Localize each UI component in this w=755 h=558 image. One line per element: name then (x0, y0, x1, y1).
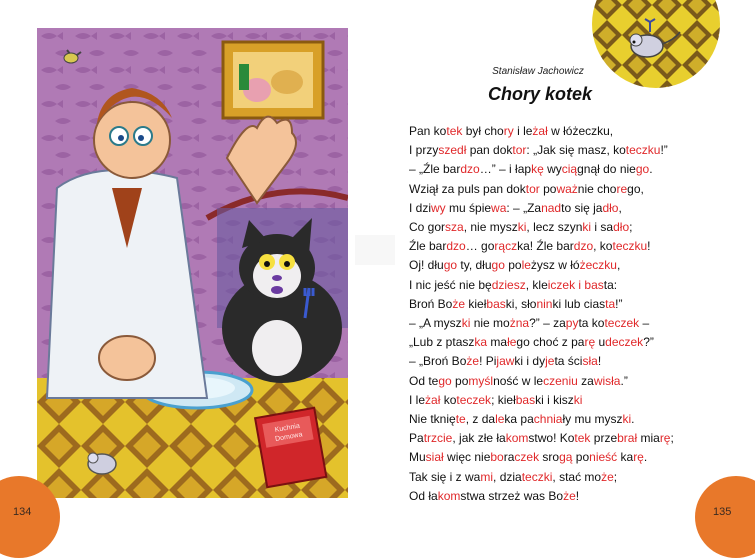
highlighted-syllable: ki (517, 220, 527, 235)
poem-line (409, 276, 729, 295)
highlighted-syllable: chnia (533, 412, 563, 427)
highlighted-syllable: żna (509, 316, 530, 331)
poem-text-segment: ! Pi (479, 354, 497, 369)
poem-text-segment: Broń Bo (409, 296, 453, 311)
poem-text-segment: Mu (409, 450, 426, 465)
poem-text-segment: za (577, 373, 594, 388)
poem-text-segment: .” (620, 373, 628, 388)
highlighted-syllable: sła (582, 354, 598, 369)
highlighted-syllable: wy (431, 200, 446, 215)
highlighted-syllable: iczek i bas (547, 277, 604, 292)
poem-line (409, 314, 729, 333)
highlighted-syllable: tek (574, 431, 591, 446)
poem-text-segment: ; (629, 220, 633, 235)
highlighted-syllable: nin (536, 296, 553, 311)
poem-text-segment: Od te (409, 373, 439, 388)
poem-text-segment: ka (617, 450, 634, 465)
poem-text-segment: po (539, 181, 557, 196)
highlighted-syllable: że (452, 296, 466, 311)
poem-text-segment: ! (597, 354, 602, 369)
highlighted-syllable: sza (445, 220, 464, 235)
poem-text-segment: , kle (525, 277, 548, 292)
poem-line (409, 141, 729, 160)
highlighted-syllable: rącz (494, 239, 518, 254)
highlighted-syllable: gą (559, 450, 573, 465)
poem-text-segment: ma (487, 335, 508, 350)
poem-text-segment: po (451, 373, 469, 388)
poem-text-segment: , stać mo (552, 469, 602, 484)
poem-line (409, 448, 729, 467)
page-number-right: 135 (713, 506, 732, 518)
poem-text-segment: , lecz szyn (526, 220, 583, 235)
illustration-sick-kitten (37, 28, 348, 498)
poem-text-segment: Wziął za puls pan dok (409, 181, 526, 196)
highlighted-syllable: dło (602, 200, 619, 215)
highlighted-syllable: le (521, 258, 531, 273)
poem-text-segment: po (504, 258, 522, 273)
highlighted-syllable: że (466, 354, 480, 369)
poem-text-segment: , (616, 258, 621, 273)
poem-text-segment: ! (647, 239, 651, 254)
poem-line (409, 487, 729, 506)
poem-text-segment: , dzia (493, 469, 522, 484)
poem-text-segment: – „A mysz (409, 316, 462, 331)
poem-text-segment: prze (590, 431, 618, 446)
corner-vignette-svg (592, 0, 720, 88)
poem-text-segment: Źle bar (409, 239, 447, 254)
poem-line (409, 122, 729, 141)
poem-text-segment: w łóżeczku, (547, 124, 614, 138)
poem-text-segment: ; (670, 431, 674, 446)
poem-line (409, 199, 729, 218)
poem-text-segment: – „Źle bar (409, 162, 461, 177)
highlighted-syllable: py (565, 316, 579, 331)
poem-text-segment: stwa strzeż was Bo (460, 488, 564, 503)
poem-text-segment: , z da (465, 412, 496, 427)
poem-text-segment: . (649, 162, 653, 177)
poem-text-segment: ; (613, 469, 618, 484)
poem-line (409, 410, 729, 429)
poem-text-segment: więc nie (443, 450, 491, 465)
poem-text-segment: to się ja (561, 200, 603, 215)
highlighted-syllable: go (443, 258, 458, 273)
highlighted-syllable: kę (531, 162, 544, 177)
poem-text-segment: ko (440, 392, 457, 407)
poem-text-segment: I le (409, 392, 426, 407)
highlighted-syllable: teczek (604, 316, 640, 331)
poem-text-segment: ki, sło (505, 296, 537, 311)
highlighted-syllable: czek (514, 450, 540, 465)
highlighted-syllable: bas (515, 392, 536, 407)
highlighted-syllable: czeniu (543, 373, 578, 388)
poem-text-segment: !” (615, 296, 623, 311)
poem-text-segment: … go (465, 239, 495, 254)
poem-text-segment: ta ko (578, 316, 605, 331)
poem-text-segment: Co gor (409, 220, 446, 235)
poem-text-segment: . (643, 450, 648, 465)
poem-text-segment: ty, dłu (457, 258, 492, 273)
poem-text-segment: stwo! Ko (528, 431, 575, 446)
highlighted-syllable: łe (507, 335, 517, 350)
highlighted-syllable: tor (512, 143, 527, 158)
poem-line (409, 180, 729, 199)
poem-line (409, 295, 729, 314)
poem-text-segment: u (595, 335, 606, 350)
poem-text-segment: sro (539, 450, 560, 465)
poem-text-segment: ka pa (504, 412, 534, 427)
highlighted-syllable: rę (584, 335, 596, 350)
highlighted-syllable: ry (503, 124, 514, 138)
highlighted-syllable: je (545, 354, 555, 369)
highlighted-syllable: waż (556, 181, 578, 196)
highlighted-syllable: ki (622, 412, 632, 427)
poem-line (409, 218, 729, 237)
poem-line (409, 429, 729, 448)
poem-text-segment: I przy (409, 143, 439, 158)
poem-text-segment: – (639, 316, 650, 331)
highlighted-syllable: mi (480, 469, 494, 484)
poem-text-segment: I nic jeść nie bę (409, 277, 492, 292)
poem-text-segment: : – „Za (506, 200, 542, 215)
poem-text-segment: ! (575, 488, 580, 503)
poem-line (409, 372, 729, 391)
highlighted-syllable: nieść (589, 450, 618, 465)
poem-text-segment: ra (503, 450, 515, 465)
poem-text-segment: , (618, 200, 622, 215)
poem-text-segment: , ko (593, 239, 613, 254)
highlighted-syllable: wa (491, 200, 507, 215)
poem-text-segment: ły mu mysz (562, 412, 623, 427)
poem-text-segment: Oj! dłu (409, 258, 444, 273)
highlighted-syllable: ki (582, 220, 592, 235)
poem-text-segment: ność w le (493, 373, 544, 388)
highlighted-syllable: żał (425, 392, 441, 407)
poem-text-segment: wy (543, 162, 562, 177)
poem-text-segment: i le (513, 124, 533, 138)
poem-text-segment: , nie mysz (463, 220, 518, 235)
poem-text-segment: Tak się i z wa (409, 469, 481, 484)
poem-text-segment: ki i dy (514, 354, 546, 369)
highlighted-syllable: dzo (573, 239, 594, 254)
highlighted-syllable: dło (613, 220, 630, 235)
page-number-left: 134 (13, 506, 32, 518)
highlighted-syllable: te (455, 412, 466, 427)
highlighted-syllable: kom (437, 488, 461, 503)
highlighted-syllable: teczki (521, 469, 553, 484)
highlighted-syllable: go (491, 258, 505, 273)
book-label-line-1: Kuchnia (274, 422, 301, 434)
highlighted-syllable: siał (425, 450, 444, 465)
highlighted-syllable: re (616, 181, 628, 196)
highlighted-syllable: żeczku (579, 258, 617, 273)
poem-text-segment: mia (637, 431, 660, 446)
poem-line (409, 333, 729, 352)
poem-text-segment: ?” (643, 335, 654, 350)
poem-text-segment: ta ści (554, 354, 583, 369)
highlighted-syllable: teczku (625, 143, 661, 158)
poem-title: Chory kotek (487, 84, 593, 104)
highlighted-syllable: bas (486, 296, 506, 311)
highlighted-syllable: dzo (446, 239, 466, 254)
highlighted-syllable: że (601, 469, 614, 484)
poem-text-segment: I dzi (409, 200, 432, 215)
poem-text-segment: : „Jak się masz, ko (526, 143, 626, 158)
highlighted-syllable: jaw (496, 354, 515, 369)
highlighted-syllable: kom (505, 431, 529, 446)
poem-author: Stanisław Jachowicz (492, 66, 584, 77)
highlighted-syllable: go (635, 162, 650, 177)
highlighted-syllable: że (563, 488, 576, 503)
highlighted-syllable: tek (446, 124, 463, 138)
poem-text-segment: ?” – za (529, 316, 566, 331)
highlighted-syllable: żał (532, 124, 548, 138)
poem-text-segment: nie mo (470, 316, 510, 331)
poem-text-segment: go choć z pa (516, 335, 585, 350)
poem-text-segment: „Lub z ptasz (409, 335, 475, 350)
poem-text-segment: ka! Źle bar (517, 239, 574, 254)
poem-text-segment: po (572, 450, 590, 465)
poem-line (409, 468, 729, 487)
corner-vignette-mouse (592, 0, 720, 88)
poem-text-segment: mu śpie (445, 200, 492, 215)
poem-text-segment: nie cho (577, 181, 617, 196)
poem-text-segment: i sa (591, 220, 614, 235)
poem-line (409, 391, 729, 410)
poem-line (409, 237, 729, 256)
poem-text-segment: . (631, 412, 635, 427)
poem-text-segment: !” (660, 143, 668, 158)
poem-text-segment: ; kieł (491, 392, 516, 407)
highlighted-syllable: dziesz (491, 277, 526, 292)
highlighted-syllable: cią (561, 162, 578, 177)
poem-text-segment: Od ła (409, 488, 438, 503)
poem-line (409, 256, 729, 275)
poem-body (409, 122, 729, 506)
poem-text-segment: żysz w łó (530, 258, 580, 273)
highlighted-syllable: ki (461, 316, 471, 331)
poem-text-segment: ta: (603, 277, 618, 292)
highlighted-syllable: teczek (456, 392, 492, 407)
highlighted-syllable: wisła (593, 373, 621, 388)
poem-text-segment: go, (627, 181, 644, 196)
poem-text-segment: był cho (462, 124, 504, 138)
highlighted-syllable: le (495, 412, 505, 427)
highlighted-syllable: teczku (612, 239, 648, 254)
illustration-svg (37, 28, 348, 498)
highlighted-syllable: deczek (605, 335, 644, 350)
book-label-line-2: Domowa (274, 431, 304, 444)
poem-text-segment: …” – i łap (479, 162, 532, 177)
highlighted-syllable: trzcie (423, 431, 453, 446)
poem-text-segment: Pan ko (409, 124, 447, 138)
highlighted-syllable: rę (633, 450, 644, 465)
highlighted-syllable: ki (573, 392, 583, 407)
highlighted-syllable: szedł (438, 143, 467, 158)
poem-text-segment: – „Broń Bo (409, 354, 467, 369)
highlighted-syllable: myśl (468, 373, 494, 388)
poem-text-segment: ki i kisz (535, 392, 574, 407)
page-gutter-fade (355, 235, 395, 265)
highlighted-syllable: rę (659, 431, 671, 446)
poem-line (409, 160, 729, 179)
poem-text-segment: gnął do nie (577, 162, 636, 177)
highlighted-syllable: nad (541, 200, 562, 215)
highlighted-syllable: brał (617, 431, 638, 446)
highlighted-syllable: go (438, 373, 452, 388)
highlighted-syllable: ta (605, 296, 616, 311)
poem-text-segment: Nie tknię (409, 412, 456, 427)
poem-text-segment: , jak złe ła (452, 431, 506, 446)
poem-text-segment: Pa (409, 431, 424, 446)
highlighted-syllable: ka (474, 335, 488, 350)
poem-text-segment: pan dok (466, 143, 513, 158)
poem-text-segment: ki lub cias (552, 296, 606, 311)
poem-text-segment: kieł (465, 296, 487, 311)
highlighted-syllable: tor (525, 181, 540, 196)
highlighted-syllable: bo (490, 450, 504, 465)
poem-line (409, 352, 729, 371)
highlighted-syllable: dzo (460, 162, 480, 177)
